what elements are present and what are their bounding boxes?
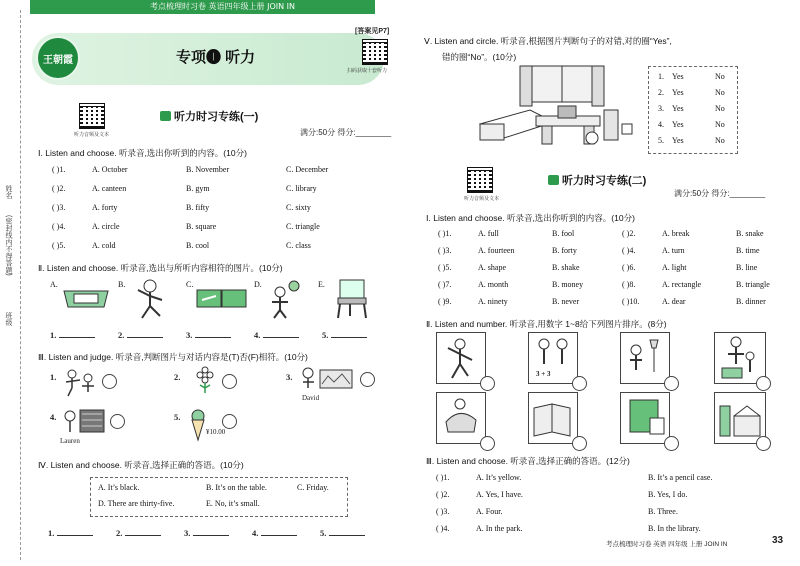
option-b: B. forty xyxy=(552,246,577,255)
no-option[interactable]: No xyxy=(715,136,725,145)
green-boxes-picture xyxy=(196,288,248,310)
part1-instruction: Ⅰ. Listen and choose. 听录音,选出你听到的内容。(10分) xyxy=(38,148,247,158)
option-a: A. break xyxy=(662,229,690,238)
judge-num: 1. xyxy=(50,372,57,382)
q-num[interactable]: ( )1. xyxy=(52,165,66,174)
no-option[interactable]: No xyxy=(715,104,725,113)
no-option[interactable]: No xyxy=(715,120,725,129)
kids-playing-picture xyxy=(62,368,98,398)
option-a: A. full xyxy=(478,229,499,238)
option-b: B. In the library. xyxy=(648,524,701,533)
blank-num: 5. xyxy=(322,330,329,340)
option-a: A. Yes, I have. xyxy=(476,490,523,499)
option-c: C. sixty xyxy=(286,203,311,212)
option-b: B. Yes, I do. xyxy=(648,490,688,499)
part1-instruction: Ⅰ. Listen and choose. 听录音,选出你听到的内容。(10分) xyxy=(426,213,635,223)
blank-num: 5. xyxy=(320,528,327,538)
q-num[interactable]: ( )1. xyxy=(436,473,450,482)
boy-dancing-picture xyxy=(128,278,172,320)
option-b: B. line xyxy=(736,263,758,272)
part3-instruction: Ⅲ. Listen and judge. 听录音,判断图片与对话内容是(T)否(F)相符。(10分) xyxy=(38,352,308,362)
top-strip xyxy=(30,0,375,14)
judge-num: 4. xyxy=(50,412,57,422)
option-a: A. turn xyxy=(662,246,685,255)
answer-blank[interactable] xyxy=(50,330,95,340)
dog-playing-picture xyxy=(436,392,486,444)
dancing-person-picture xyxy=(436,332,486,384)
class-label: 班级 xyxy=(5,312,12,326)
q-num[interactable]: ( )3. xyxy=(52,203,66,212)
answer-blank[interactable] xyxy=(320,528,365,538)
number-circle[interactable] xyxy=(664,376,679,391)
option-b: B. gym xyxy=(186,184,210,193)
answer-circle[interactable] xyxy=(222,414,237,429)
option-b: B. time xyxy=(736,246,760,255)
unit-title: 专项❶ 听力 xyxy=(176,49,256,66)
yes-no-num: 4. xyxy=(658,120,664,129)
option-a: A. dear xyxy=(662,297,686,306)
blank-num: 4. xyxy=(254,330,261,340)
qr-code-icon[interactable] xyxy=(468,168,492,192)
option-a: A. fourteen xyxy=(478,246,515,255)
option-b: B. triangle xyxy=(736,280,770,289)
q-num[interactable]: ( )3. xyxy=(438,246,452,255)
number-circle[interactable] xyxy=(572,436,587,451)
option-b: B. never xyxy=(552,297,580,306)
answer-ref: [答案见P7] xyxy=(355,28,390,35)
blank-num: 1. xyxy=(48,528,55,538)
number-circle[interactable] xyxy=(480,436,495,451)
q-num[interactable]: ( )8. xyxy=(622,280,636,289)
pic-letter: C. xyxy=(186,280,194,289)
david-picture xyxy=(298,366,354,392)
pic-letter: D. xyxy=(254,280,262,289)
option-a: A. month xyxy=(478,280,509,289)
blank-num: 2. xyxy=(118,330,125,340)
score-line: 满分:50分 得分:________ xyxy=(300,128,392,137)
number-circle[interactable] xyxy=(756,376,771,391)
judge-num: 5. xyxy=(174,412,181,422)
blank-num: 3. xyxy=(186,330,193,340)
blank-num: 3. xyxy=(184,528,191,538)
qr-code-icon[interactable] xyxy=(80,104,104,128)
option-b: B. shake xyxy=(552,263,580,272)
no-option[interactable]: No xyxy=(715,88,725,97)
yes-option[interactable]: Yes xyxy=(672,136,684,145)
option: A. It’s black. xyxy=(98,483,140,492)
q-num[interactable]: ( )3. xyxy=(436,507,450,516)
open-book-picture xyxy=(528,392,578,444)
option-a: A. forty xyxy=(92,203,118,212)
green-shape-picture xyxy=(620,392,670,444)
option-b: B. money xyxy=(552,280,584,289)
option-c: C. December xyxy=(286,165,329,174)
q-num[interactable]: ( )4. xyxy=(52,222,66,231)
section-marker-icon xyxy=(160,111,171,121)
option-b: B. fool xyxy=(552,229,575,238)
footer-text: 考点梳理时习卷 英语 四年级 上册 JOIN IN xyxy=(606,541,728,548)
option-c: C. library xyxy=(286,184,317,193)
option: C. Friday. xyxy=(297,483,329,492)
q-num[interactable]: ( )5. xyxy=(438,263,452,272)
pic-letter: B. xyxy=(118,280,126,289)
q-num[interactable]: ( )7. xyxy=(438,280,452,289)
option-b: B. It’s a pencil case. xyxy=(648,473,713,482)
option-b: B. cool xyxy=(186,241,210,250)
judge-num: 3. xyxy=(286,372,293,382)
score-line: 满分:50分 得分:________ xyxy=(674,189,766,198)
q-num[interactable]: ( )5. xyxy=(52,241,66,250)
section-title-text: 听力时习专练(二) xyxy=(562,175,647,187)
q-num[interactable]: ( )6. xyxy=(622,263,636,272)
part4-instruction: Ⅳ. Listen and choose. 听录音,选择正确的答语。(10分) xyxy=(38,460,244,470)
option-b: B. November xyxy=(186,165,230,174)
lauren-caption: Lauren xyxy=(60,437,80,445)
boy-with-sun-picture xyxy=(264,278,304,320)
brand-logo-icon: 王朝霞 xyxy=(36,36,80,80)
yes-no-num: 3. xyxy=(658,104,664,113)
name-label: 姓名 xyxy=(5,185,12,199)
number-circle[interactable] xyxy=(572,376,587,391)
part2-instruction: Ⅱ. Listen and number. 听录音,用数字 1~8给下列图片排序。(8分) xyxy=(426,319,667,329)
section-title xyxy=(548,172,646,188)
blank-num: 4. xyxy=(252,528,259,538)
q-num[interactable]: ( )4. xyxy=(436,524,450,533)
david-caption: David xyxy=(302,394,320,402)
option-b: B. fifty xyxy=(186,203,210,212)
number-circle[interactable] xyxy=(664,436,679,451)
yes-option[interactable]: Yes xyxy=(672,120,684,129)
qr-code-icon[interactable] xyxy=(363,40,387,64)
qr-caption: 听力音频及文本 xyxy=(74,132,110,138)
option-a: A. It’s yellow. xyxy=(476,473,522,482)
price-caption: ¥10.00 xyxy=(206,428,226,436)
yes-no-num: 5. xyxy=(658,136,664,145)
part2-instruction: Ⅱ. Listen and choose. 听录音,选出与所听内容相符的图片。(10分) xyxy=(38,263,283,273)
answer-blank[interactable] xyxy=(184,528,229,538)
street-scene-picture xyxy=(714,392,766,444)
top-strip-text: 考点梳理时习卷 英语四年级上册 JOIN IN xyxy=(150,2,295,11)
flower-picture xyxy=(192,366,218,394)
q-num[interactable]: ( )2. xyxy=(622,229,636,238)
bedroom-picture xyxy=(476,64,634,148)
answer-blank[interactable] xyxy=(116,528,161,538)
part3-instruction: Ⅲ. Listen and choose. 听录音,选择正确的答语。(12分) xyxy=(426,456,630,466)
pic-letter: A. xyxy=(50,280,58,289)
q-num[interactable]: ( )2. xyxy=(52,184,66,193)
yes-option[interactable]: Yes xyxy=(672,88,684,97)
answer-blank[interactable] xyxy=(186,330,231,340)
blank-num: 1. xyxy=(50,330,57,340)
pic-letter: E. xyxy=(318,280,325,289)
section-title xyxy=(160,108,258,124)
girl-with-lamp-picture xyxy=(620,332,670,384)
answer-blank[interactable] xyxy=(48,528,93,538)
chair-picture xyxy=(330,276,374,320)
number-circle[interactable] xyxy=(756,436,771,451)
option-a: A. rectangle xyxy=(662,280,702,289)
seal-note: (密封线内不得答题) xyxy=(5,215,12,276)
page-number: 33 xyxy=(772,535,784,546)
part5-instruction-cont: 错的圈“No”。(10分) xyxy=(442,52,517,62)
rectangle-table-picture xyxy=(60,283,112,313)
answer-circle[interactable] xyxy=(102,374,117,389)
section-marker-icon xyxy=(548,175,559,185)
answer-circle[interactable] xyxy=(360,372,375,387)
yes-option[interactable]: Yes xyxy=(672,104,684,113)
blank-num: 2. xyxy=(116,528,123,538)
option-a: A. ninety xyxy=(478,297,508,306)
binding-margin xyxy=(0,0,30,566)
option-a: A. October xyxy=(92,165,128,174)
ice-cream-picture xyxy=(188,408,208,442)
answer-blank[interactable] xyxy=(254,330,299,340)
yes-no-num: 1. xyxy=(658,72,664,81)
section-title-text: 听力时习专练(一) xyxy=(174,111,259,123)
answer-blank[interactable] xyxy=(118,330,163,340)
answer-circle[interactable] xyxy=(222,374,237,389)
seal-line xyxy=(20,10,21,560)
q-num[interactable]: ( )4. xyxy=(622,246,636,255)
answer-circle[interactable] xyxy=(110,414,125,429)
q-num[interactable]: ( )9. xyxy=(438,297,452,306)
answer-blank[interactable] xyxy=(322,330,367,340)
option-b: B. square xyxy=(186,222,217,231)
judge-num: 2. xyxy=(174,372,181,382)
option: E. No, it’s small. xyxy=(206,499,260,508)
option-a: A. cold xyxy=(92,241,116,250)
woman-with-child-picture xyxy=(714,332,766,384)
option-a: A. light xyxy=(662,263,687,272)
math-label: 3 + 3 xyxy=(536,370,551,378)
option-b: B. Three. xyxy=(648,507,678,516)
number-circle[interactable] xyxy=(480,376,495,391)
no-option[interactable]: No xyxy=(715,72,725,81)
yes-option[interactable]: Yes xyxy=(672,72,684,81)
option-c: C. class xyxy=(286,241,311,250)
option-c: C. triangle xyxy=(286,222,320,231)
option-a: A. canteen xyxy=(92,184,127,193)
q-num[interactable]: ( )10. xyxy=(622,297,640,306)
lauren-picture xyxy=(62,408,106,436)
option-b: B. snake xyxy=(736,229,764,238)
right-page xyxy=(400,0,800,566)
option-a: A. circle xyxy=(92,222,120,231)
q-num[interactable]: ( )1. xyxy=(438,229,452,238)
answer-blank[interactable] xyxy=(252,528,297,538)
option: D. There are thirty-five. xyxy=(98,499,175,508)
option-a: A. shape xyxy=(478,263,506,272)
q-num[interactable]: ( )2. xyxy=(436,490,450,499)
part5-instruction: Ⅴ. Listen and circle. 听录音,根据图片判断句子的对错,对的圈“Yes”, xyxy=(424,36,672,46)
option-a: A. Four. xyxy=(476,507,503,516)
option-a: A. In the park. xyxy=(476,524,523,533)
option: B. It’s on the table. xyxy=(206,483,267,492)
qr-caption: 听力音频及文本 xyxy=(464,196,500,202)
qr-caption-top: 扫码获取十套听力 xyxy=(347,68,388,74)
option-b: B. dinner xyxy=(736,297,766,306)
yes-no-num: 2. xyxy=(658,88,664,97)
